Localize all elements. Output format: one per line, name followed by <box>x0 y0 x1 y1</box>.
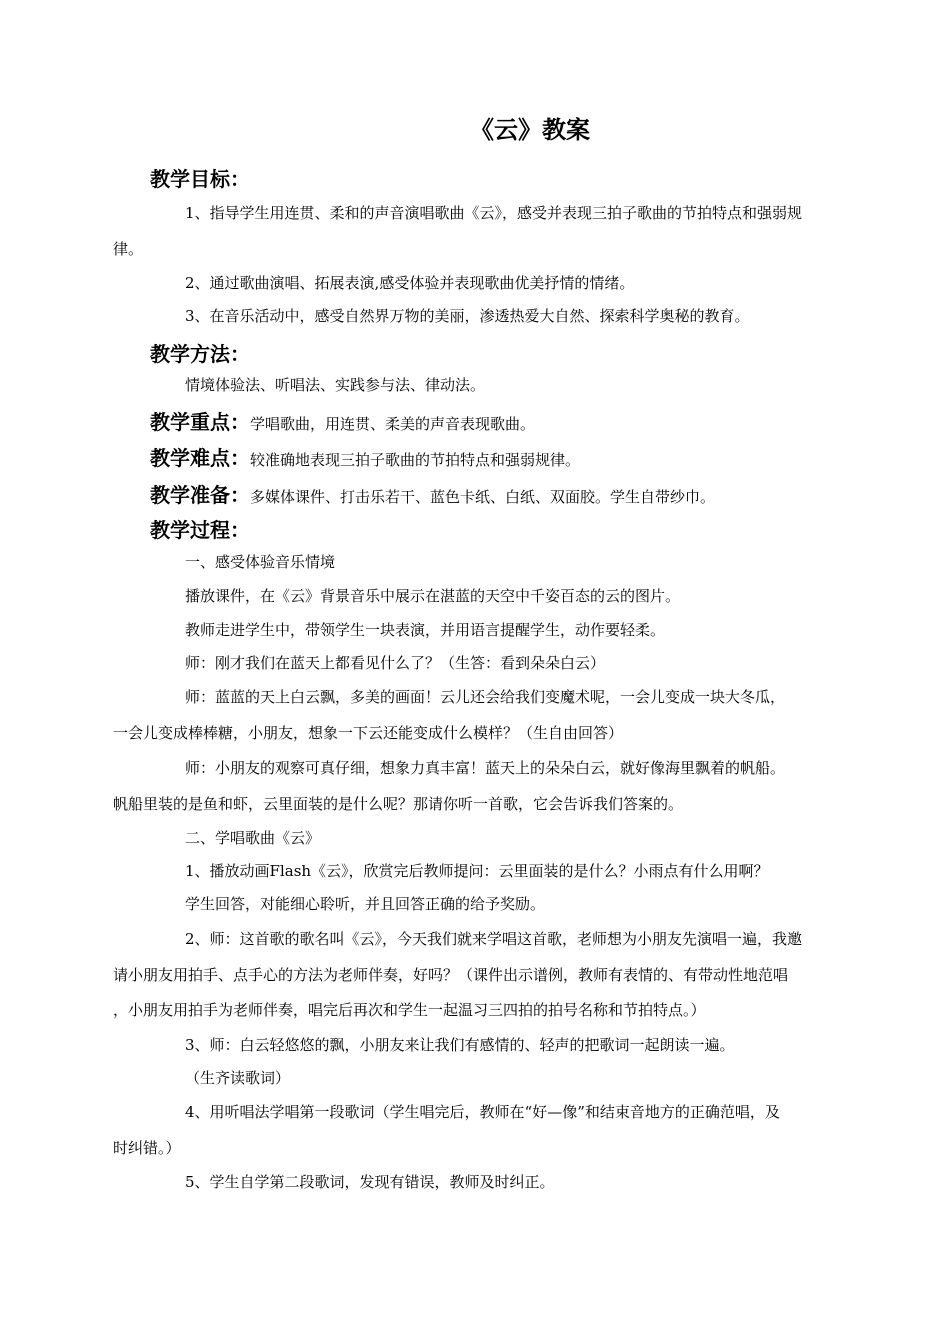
section-2-paragraph-3-line-2: 请小朋友用拍手、点手心的方法为老师伴奏，好吗？（课件出示谱例，教师有表情的、有带动性地范唱 <box>113 966 789 984</box>
section-2-paragraph-6-line-2: 时纠错。） <box>113 1139 181 1157</box>
section-1-paragraph-4-line-2: 一会儿变成棒棒糖，小朋友，想象一下云还能变成什么模样？（生自由回答） <box>113 724 624 742</box>
document-title: 《云》教案 <box>470 116 590 144</box>
methods-text: 情境体验法、听唱法、实践参与法、律动法。 <box>185 376 486 394</box>
objectives-heading: 教学目标： <box>150 167 250 191</box>
section-2-title: 二、学唱歌曲《云》 <box>185 829 321 847</box>
process-heading: 教学过程： <box>150 518 250 542</box>
section-1-paragraph-5-line-1: 师：小朋友的观察可真仔细，想象力真丰富！蓝天上的朵朵白云，就好像海里飘着的帆船。 <box>185 759 786 777</box>
methods-heading: 教学方法： <box>150 342 250 366</box>
difficulty-heading: 教学难点： <box>150 446 250 470</box>
key-point-row <box>150 406 535 435</box>
section-2-paragraph-6-line-1: 4、用听唱法学唱第一段歌词（学生唱完后，教师在“好—像”和结束音地方的正确范唱，及 <box>185 1103 780 1121</box>
objective-2: 2、通过歌曲演唱、拓展表演,感受体验并表现歌曲优美抒情的情绪。 <box>185 274 635 292</box>
section-1-paragraph-3: 师：刚才我们在蓝天上都看见什么了？（生答：看到朵朵白云） <box>185 654 606 672</box>
objective-3: 3、在音乐活动中，感受自然界万物的美丽，渗透热爱大自然、探索科学奥秘的教育。 <box>185 307 750 325</box>
difficulty-text: 较准确地表现三拍子歌曲的节拍特点和强弱规律。 <box>250 451 581 469</box>
key-point-text: 学唱歌曲，用连贯、柔美的声音表现歌曲。 <box>250 415 536 433</box>
objective-1-line-1: 1、指导学生用连贯、柔和的声音演唱歌曲《云》，感受并表现三拍子歌曲的节拍特点和强弱规 <box>185 204 803 222</box>
preparation-heading: 教学准备： <box>150 483 250 507</box>
section-2-paragraph-3-line-3: ，小朋友用拍手为老师伴奏，唱完后再次和学生一起温习三四拍的拍号名称和节拍特点。） <box>113 1001 706 1019</box>
section-2-paragraph-5: （生齐读歌词） <box>185 1069 291 1087</box>
section-1-paragraph-2: 教师走进学生中，带领学生一块表演，并用语言提醒学生，动作要轻柔。 <box>185 621 666 639</box>
preparation-text: 多媒体课件、打击乐若干、蓝色卡纸、白纸、双面胶。学生自带纱巾。 <box>250 488 716 506</box>
section-2-paragraph-2: 学生回答，对能细心聆听，并且回答正确的给予奖励。 <box>185 895 546 913</box>
objective-1-line-2: 律。 <box>113 240 144 258</box>
section-2-paragraph-7: 5、学生自学第二段歌词，发现有错误，教师及时纠正。 <box>185 1173 555 1191</box>
difficulty-row <box>150 442 580 471</box>
section-1-paragraph-4-line-1: 师：蓝蓝的天上白云飘，多美的画面！云儿还会给我们变魔术呢，一会儿变成一块大冬瓜， <box>185 688 786 706</box>
section-1-title: 一、感受体验音乐情境 <box>185 553 336 571</box>
key-point-heading: 教学重点： <box>150 410 250 434</box>
section-2-paragraph-4: 3、师：白云轻悠悠的飘，小朋友来让我们有感情的、轻声的把歌词一起朗读一遍。 <box>185 1036 735 1054</box>
section-2-paragraph-3-line-1: 2、师：这首歌的歌名叫《云》，今天我们就来学唱这首歌，老师想为小朋友先演唱一遍，我邀 <box>185 930 803 948</box>
section-2-paragraph-1: 1、播放动画Flash《云》，欣赏完后教师提问：云里面装的是什么？小雨点有什么用啊？ <box>185 862 769 880</box>
preparation-row <box>150 479 715 508</box>
section-1-paragraph-1: 播放课件，在《云》背景音乐中展示在湛蓝的天空中千姿百态的云的图片。 <box>185 587 681 605</box>
section-1-paragraph-5-line-2: 帆船里装的是鱼和虾，云里面装的是什么呢？那请你听一首歌，它会告诉我们答案的。 <box>113 795 684 813</box>
